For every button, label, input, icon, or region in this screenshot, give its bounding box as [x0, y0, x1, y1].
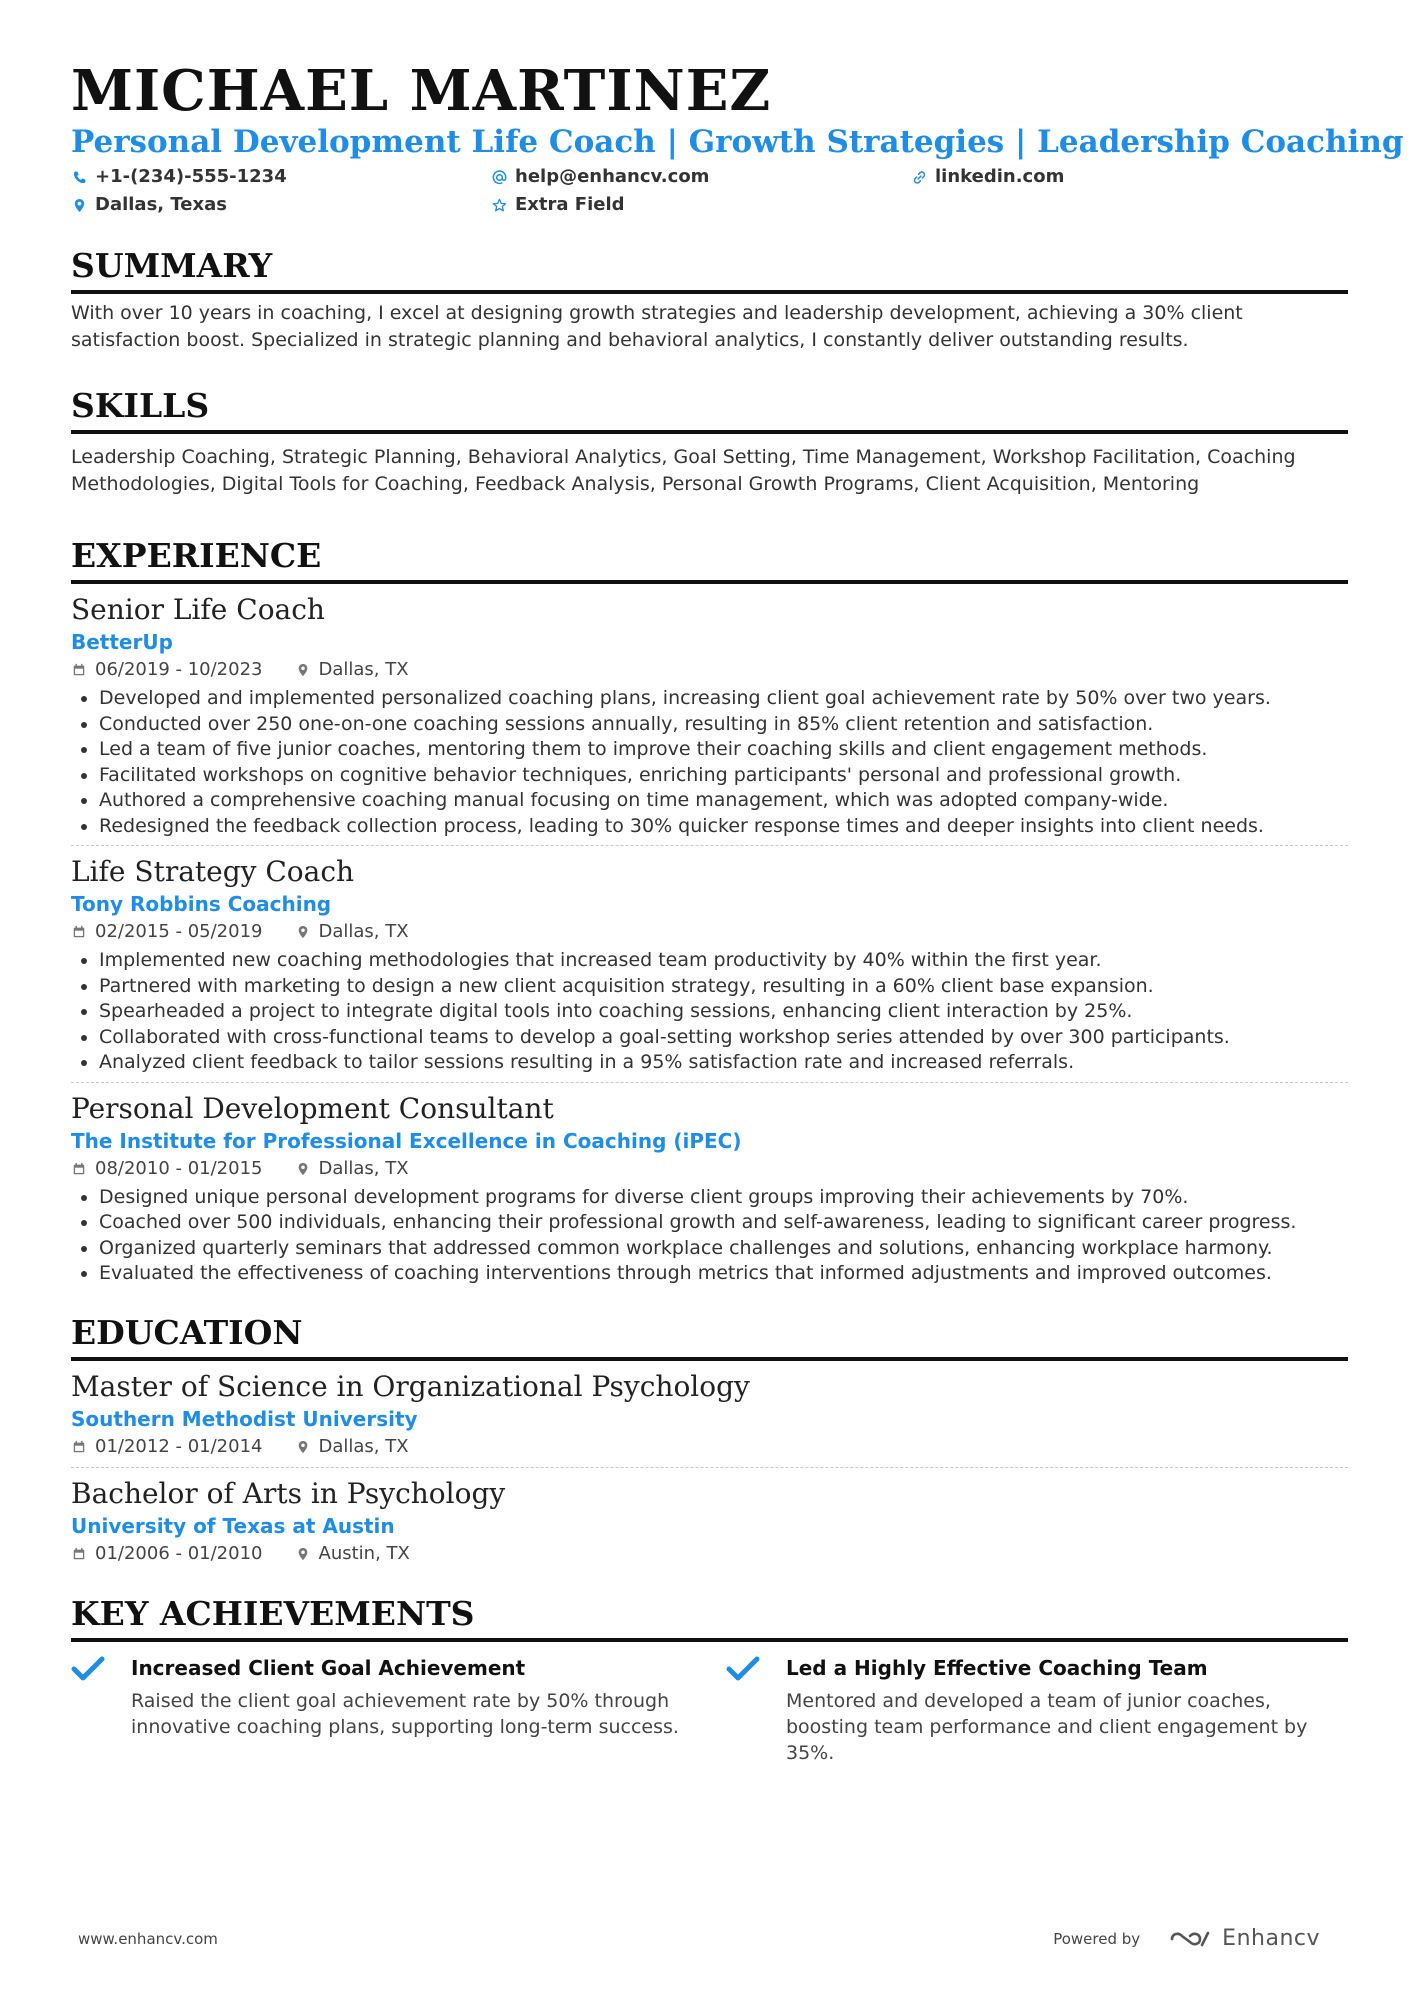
- location-pin-icon: [295, 924, 311, 940]
- star-icon: [491, 197, 507, 213]
- company-name: The Institute for Professional Excellence in Coaching (iPEC): [71, 1128, 742, 1153]
- phone-icon: [71, 169, 87, 185]
- location-pin-icon: [295, 662, 311, 678]
- bullet-item: • Collaborated with cross-functional teams to develop a goal-setting workshop series attended by over 300 participants.: [99, 1025, 1348, 1051]
- degree-name: Bachelor of Arts in Psychology: [71, 1476, 506, 1510]
- summary-title: SUMMARY: [71, 246, 1348, 294]
- experience-section: [71, 536, 1348, 1293]
- job-dates: 06/2019 - 10/2023: [95, 659, 263, 680]
- calendar-icon: [71, 1161, 87, 1177]
- education-section: [71, 1313, 1348, 1574]
- job-title: Life Strategy Coach: [71, 855, 355, 888]
- school-name: University of Texas at Austin: [71, 1513, 395, 1538]
- job-bullets: [71, 948, 1348, 1076]
- bullet-item: • Authored a comprehensive coaching manual focusing on time management, which was adopted company-wide.: [99, 788, 1348, 814]
- page-footer: [78, 1926, 1320, 1951]
- achievement-description: Mentored and developed a team of junior coaches, boosting team performance and client engagement by 35%.: [786, 1689, 1308, 1764]
- footer-branding: [1053, 1926, 1320, 1951]
- company-name: BetterUp: [71, 630, 173, 654]
- job-title: Personal Development Consultant: [71, 1091, 554, 1125]
- enhancv-logo-icon: [1168, 1927, 1214, 1951]
- achievement-item: [71, 1654, 726, 1766]
- bullet-item: • Designed unique personal development programs for diverse client groups improving their achievements by 70%.: [99, 1185, 1348, 1211]
- experience-entry: [71, 1091, 1348, 1293]
- education-title: EDUCATION: [71, 1313, 1348, 1361]
- bullet-item: • Evaluated the effectiveness of coaching interventions through metrics that informed adjustments and improved outcomes.: [99, 1261, 1348, 1287]
- achievements-title: KEY ACHIEVEMENTS: [71, 1594, 1348, 1642]
- skills-text: Leadership Coaching, Strategic Planning, Behavioral Analytics, Goal Setting, Time Management, Workshop Facilitation, Coaching Methodologies, Digital Tools for Coaching, Feedback Analysis, Personal Growth Programs, Client Acquisition, Mentoring: [71, 446, 1296, 495]
- school-name: Southern Methodist University: [71, 1406, 418, 1431]
- headline: Personal Development Life Coach | Growth Strategies | Leadership Coaching: [71, 124, 1404, 160]
- skills-title: SKILLS: [71, 386, 1348, 434]
- education-location: Dallas, TX: [318, 1435, 409, 1457]
- education-meta: [71, 1540, 1348, 1568]
- job-location: Dallas, TX: [318, 659, 409, 680]
- job-dates: 08/2010 - 01/2015: [95, 1157, 263, 1179]
- footer-website-link[interactable]: www.enhancv.com: [78, 1929, 218, 1948]
- achievement-description: Raised the client goal achievement rate by 50% through innovative coaching plans, supporting long-term success.: [131, 1689, 679, 1738]
- contact-extra: [491, 192, 911, 218]
- calendar-icon: [71, 1439, 87, 1455]
- extra-text: Extra Field: [515, 194, 625, 215]
- powered-by-label: Powered by: [1053, 1929, 1141, 1948]
- experience-entry: [71, 854, 1348, 1083]
- summary-text: With over 10 years in coaching, I excel at designing growth strategies and leadership development, achieving a 30% client satisfaction boost. Specialized in strategic planning and behavioral analytics, I constantly deliver outstanding results.: [71, 302, 1243, 351]
- candidate-name: MICHAEL MARTINEZ: [71, 58, 772, 124]
- experience-title: EXPERIENCE: [71, 536, 1348, 584]
- education-entry: [71, 1476, 1348, 1574]
- contact-email[interactable]: [491, 164, 911, 190]
- calendar-icon: [71, 924, 87, 940]
- bullet-item: • Redesigned the feedback collection process, leading to 30% quicker response times and deeper insights into client needs.: [99, 814, 1348, 840]
- location-pin-icon: [71, 197, 87, 213]
- education-location: Austin, TX: [318, 1542, 410, 1564]
- bullet-item: • Implemented new coaching methodologies that increased team productivity by 40% within the first year.: [99, 948, 1348, 974]
- linkedin-text: linkedin.com: [935, 166, 1065, 187]
- bullet-item: • Developed and implemented personalized coaching plans, increasing client goal achievement rate by 50% over two years.: [99, 686, 1348, 712]
- achievement-title: Increased Client Goal Achievement: [131, 1655, 526, 1680]
- bullet-item: • Partnered with marketing to design a new client acquisition strategy, resulting in a 60% client base expansion.: [99, 974, 1348, 1000]
- bullet-item: • Led a team of five junior coaches, mentoring them to improve their coaching skills and client engagement methods.: [99, 737, 1348, 763]
- achievements-grid: [71, 1654, 1348, 1766]
- contact-location: [71, 192, 491, 218]
- bullet-item: • Analyzed client feedback to tailor sessions resulting in a 95% satisfaction rate and increased referrals.: [99, 1050, 1348, 1076]
- degree-name: Master of Science in Organizational Psychology: [71, 1369, 750, 1403]
- bullet-item: • Conducted over 250 one-on-one coaching sessions annually, resulting in 85% client retention and satisfaction.: [99, 712, 1348, 738]
- achievement-title: Led a Highly Effective Coaching Team: [786, 1655, 1208, 1680]
- calendar-icon: [71, 1546, 87, 1562]
- location-pin-icon: [295, 1439, 311, 1455]
- education-dates: 01/2012 - 01/2014: [95, 1435, 263, 1457]
- location-text: Dallas, Texas: [95, 194, 227, 215]
- job-meta: [71, 918, 1348, 946]
- bullet-item: • Facilitated workshops on cognitive behavior techniques, enriching participants' personal and professional growth.: [99, 763, 1348, 789]
- bullet-item: • Organized quarterly seminars that addressed common workplace challenges and solutions, enhancing workplace harmony.: [99, 1236, 1348, 1262]
- job-location: Dallas, TX: [318, 1157, 409, 1179]
- at-icon: [491, 169, 507, 185]
- location-pin-icon: [295, 1546, 311, 1562]
- calendar-icon: [71, 662, 87, 678]
- education-dates: 01/2006 - 01/2010: [95, 1542, 263, 1564]
- job-title: Senior Life Coach: [71, 593, 325, 626]
- experience-entry: [71, 592, 1348, 846]
- bullet-item: • Spearheaded a project to integrate digital tools into coaching sessions, enhancing client interaction by 25%.: [99, 999, 1348, 1025]
- contact-info: [71, 164, 1348, 218]
- phone-text: +1-(234)-555-1234: [95, 166, 287, 187]
- checkmark-icon: [726, 1654, 760, 1766]
- job-bullets: [71, 686, 1348, 839]
- enhancv-logo[interactable]: [1168, 1926, 1320, 1951]
- education-entry: [71, 1369, 1348, 1468]
- email-text: help@enhancv.com: [515, 166, 710, 187]
- job-dates: 02/2015 - 05/2019: [95, 921, 263, 942]
- achievements-section: [71, 1594, 1348, 1766]
- checkmark-icon: [71, 1654, 105, 1766]
- job-meta: [71, 656, 1348, 684]
- contact-phone[interactable]: [71, 164, 491, 190]
- job-location: Dallas, TX: [318, 921, 409, 942]
- education-meta: [71, 1433, 1348, 1461]
- bullet-item: • Coached over 500 individuals, enhancing their professional growth and self-awareness, leading to significant career progress.: [99, 1210, 1348, 1236]
- link-icon: [911, 169, 927, 185]
- achievement-item: [726, 1654, 1346, 1766]
- location-pin-icon: [295, 1161, 311, 1177]
- brand-name: Enhancv: [1222, 1926, 1320, 1951]
- company-name: Tony Robbins Coaching: [71, 892, 332, 916]
- skills-section: [71, 386, 1348, 498]
- job-bullets: [71, 1185, 1348, 1287]
- summary-section: [71, 246, 1348, 354]
- contact-linkedin[interactable]: [911, 164, 1211, 190]
- job-meta: [71, 1155, 1348, 1183]
